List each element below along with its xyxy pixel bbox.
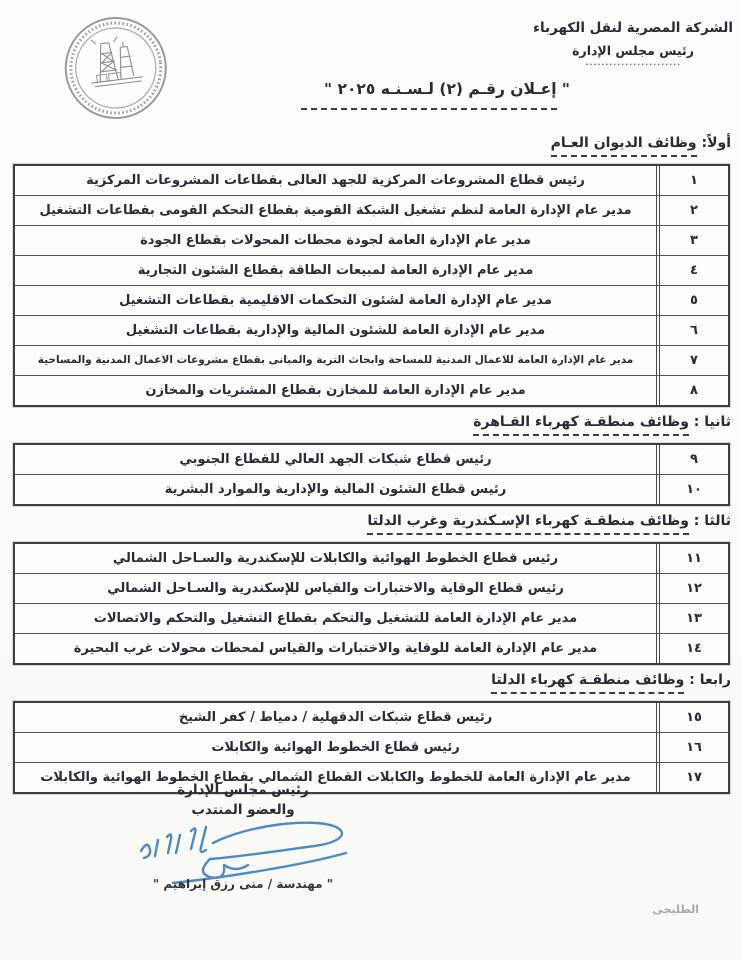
row-number: ١ bbox=[656, 166, 728, 195]
table-row bbox=[15, 573, 728, 603]
table-row bbox=[15, 166, 728, 195]
row-number: ١١ bbox=[656, 544, 728, 573]
signatory-title-2: والعضو المنتدب bbox=[191, 802, 295, 819]
jobs-table bbox=[13, 164, 730, 407]
footer-note: الطليجى bbox=[652, 903, 699, 916]
table-row bbox=[15, 285, 728, 315]
row-number: ٢ bbox=[656, 196, 728, 225]
title-block bbox=[301, 80, 593, 110]
table-row bbox=[15, 375, 728, 405]
section-label: أولاً: bbox=[696, 135, 731, 151]
section-heading bbox=[0, 135, 731, 157]
job-title: مدير عام الإدارة العامة للشئون المالية والإدارية بقطاعات التشغيل bbox=[125, 322, 546, 338]
section-title: وظائف منطقـة كهرباء القـاهرة bbox=[473, 414, 689, 436]
signatory-name: " مهندسة / منى رزق إبراهيم " bbox=[152, 876, 334, 891]
section-label: ثالثا : bbox=[688, 513, 731, 529]
table-row bbox=[15, 474, 728, 504]
signatory-title-1: رئيس مجلس الإدارة bbox=[177, 782, 309, 798]
table-row bbox=[15, 544, 728, 573]
job-title: مدير عام الإدارة العامة لشئون التحكمات الاقليمية بقطاعات التشغيل bbox=[119, 292, 552, 308]
row-number: ١٠ bbox=[656, 475, 728, 504]
company-block bbox=[533, 20, 733, 66]
section-title: وظائف منطقـة كهرباء الدلتا bbox=[491, 672, 684, 694]
row-number: ١٥ bbox=[656, 703, 728, 732]
divider-dots: ........................ bbox=[585, 58, 681, 66]
row-number: ٣ bbox=[656, 226, 728, 255]
table-row bbox=[15, 255, 728, 285]
row-number: ١٦ bbox=[656, 733, 728, 762]
section-label: ثانيا : bbox=[688, 414, 731, 430]
row-number: ١٢ bbox=[656, 574, 728, 603]
section-title: وظائف منطقـة كهرباء الإسـكندرية وغرب الدلتا bbox=[367, 513, 689, 535]
row-number: ٦ bbox=[656, 316, 728, 345]
job-title: رئيس قطاع الوقاية والاختبارات والقياس للإسكندرية والسـاحل الشمالي bbox=[107, 580, 564, 596]
job-title: رئيس قطاع شبكات الدقهلية / دمياط / كفر الشيخ bbox=[178, 709, 493, 725]
jobs-table bbox=[13, 542, 730, 665]
company-seal-icon bbox=[53, 6, 178, 135]
row-number: ٩ bbox=[656, 445, 728, 474]
table-row bbox=[15, 603, 728, 633]
job-title: مدير عام الإدارة العامة للاعمال المدنية للمساحة وابحاث التربة والمبانى بقطاع مشروعات الاعمال المدنية والمساحية bbox=[37, 354, 634, 367]
signature-block bbox=[118, 780, 368, 891]
job-title: مدير عام الإدارة العامة للمخازن بقطاع المشتريات والمخازن bbox=[145, 382, 526, 398]
job-title: رئيس قطاع الشئون المالية والإدارية والموارد البشرية bbox=[164, 481, 507, 497]
job-title: مدير عام الإدارة العامة للخطوط والكابلات القطاع الشمالي بقطاع الخطوط الهوائية والكابلات bbox=[40, 769, 631, 785]
document-title: " إعـلان رقـم (٢) لـسـنـه ٢٠٢٥ " bbox=[324, 80, 570, 98]
company-role: رئيس مجلس الإدارة bbox=[572, 43, 694, 58]
job-title: رئيس قطاع شبكات الجهد العالي للقطاع الجنوبي bbox=[179, 451, 492, 467]
row-number: ١٣ bbox=[656, 604, 728, 633]
job-title: مدير عام الإدارة العامة لمبيعات الطاقة بقطاع الشئون التجارية bbox=[137, 262, 534, 278]
job-title: مدير عام الإدارة العامة لجودة محطات المحولات بقطاع الجودة bbox=[140, 232, 531, 248]
job-title: رئيس قطاع المشروعات المركزية للجهد العالى بقطاعات المشروعات المركزية bbox=[86, 172, 585, 188]
section-title: وظائف الديوان العـام bbox=[551, 135, 697, 157]
table-row bbox=[15, 732, 728, 762]
job-title: مدير عام الإدارة العامة لنظم تشغيل الشبكة القومية بقطاع التحكم القومى بقطاعات التشغيل bbox=[39, 202, 632, 218]
table-row bbox=[15, 195, 728, 225]
section-label: رابعا : bbox=[684, 672, 731, 688]
table-row bbox=[15, 703, 728, 732]
document-header bbox=[0, 0, 741, 128]
section-heading bbox=[0, 414, 731, 436]
row-number: ٧ bbox=[656, 346, 728, 375]
job-title: مدير عام الإدارة العامة للتشغيل والتحكم بقطاع التشغيل والتحكم والاتصالات bbox=[93, 610, 578, 626]
section-heading bbox=[0, 672, 731, 694]
row-number: ٨ bbox=[656, 376, 728, 405]
jobs-table bbox=[13, 443, 730, 506]
job-title: مدير عام الإدارة العامة للوقاية والاختبارات والقياس لمحطات محولات غرب البحيرة bbox=[73, 640, 598, 656]
row-number: ٥ bbox=[656, 286, 728, 315]
table-row bbox=[15, 633, 728, 663]
title-underline bbox=[301, 108, 557, 110]
row-number: ١٤ bbox=[656, 634, 728, 663]
job-title: رئيس قطاع الخطوط الهوائية والكابلات bbox=[211, 739, 460, 755]
sections-container bbox=[0, 128, 741, 794]
company-name: الشركة المصرية لنقل الكهرباء bbox=[533, 20, 733, 36]
table-row bbox=[15, 345, 728, 375]
table-row bbox=[15, 315, 728, 345]
section-heading bbox=[0, 513, 731, 535]
row-number: ٤ bbox=[656, 256, 728, 285]
table-row bbox=[15, 225, 728, 255]
row-number: ١٧ bbox=[656, 763, 728, 792]
table-row bbox=[15, 445, 728, 474]
job-title: رئيس قطاع الخطوط الهوائية والكابلات للإسكندرية والسـاحل الشمالي bbox=[112, 550, 559, 566]
